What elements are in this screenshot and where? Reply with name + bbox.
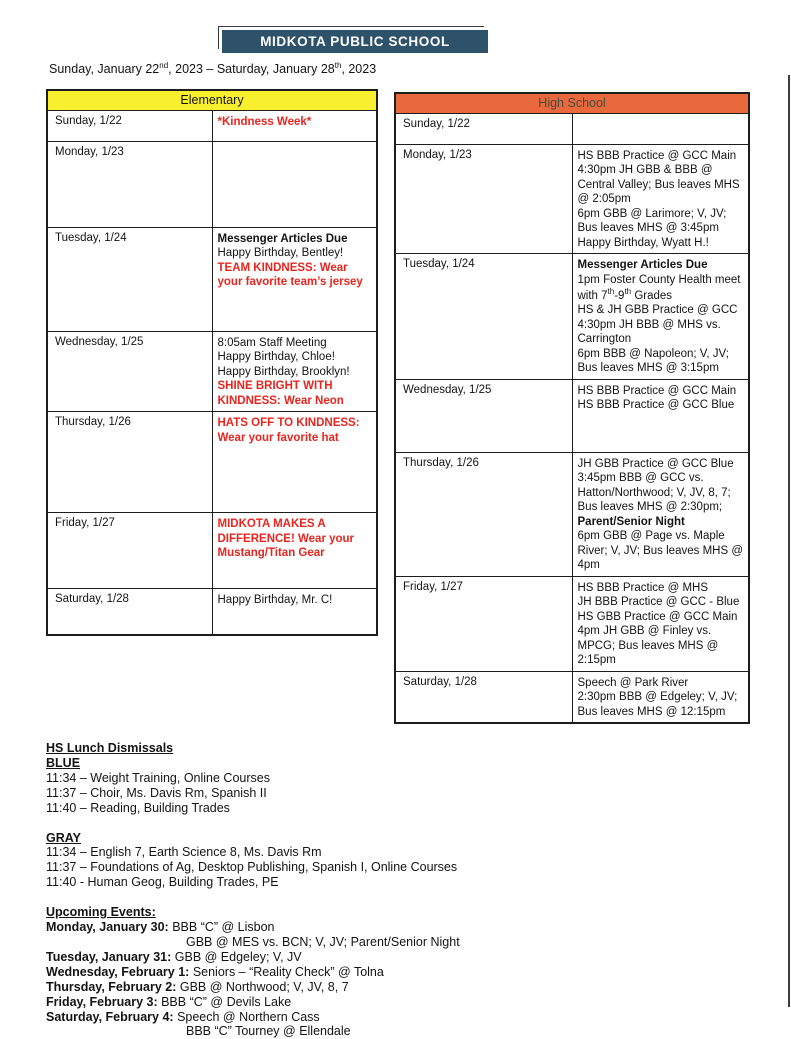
event-line [578, 347, 744, 376]
event-line [578, 398, 744, 412]
day-label: Friday, 1/27 [395, 576, 572, 671]
day-label: Tuesday, 1/24 [395, 254, 572, 380]
school-title: MIDKOTA PUBLIC SCHOOL [260, 34, 450, 49]
day-label: Monday, 1/23 [47, 141, 212, 227]
lunch-time-line: 11:37 – Choir, Ms. Davis Rm, Spanish II [46, 785, 267, 800]
upcoming-event-date: Tuesday, January 31: [46, 949, 175, 964]
event-text-segment: JH GBB Practice @ GCC Blue [577, 457, 734, 470]
upcoming-event-line [46, 1010, 751, 1025]
event-line [578, 690, 744, 719]
event-line [578, 457, 744, 471]
school-title-banner [222, 30, 488, 53]
event-line [578, 236, 744, 250]
schedule-row [47, 412, 377, 513]
elementary-table-title: Elementary [47, 90, 377, 110]
schedule-row [47, 589, 377, 635]
event-text-segment: 8:05am Staff Meeting [217, 336, 327, 349]
schedule-row [395, 452, 749, 576]
schedule-row [47, 331, 377, 411]
event-text-segment: Happy Birthday, Chloe! [217, 351, 335, 364]
schedule-row [395, 379, 749, 452]
bottom-section [46, 741, 751, 1039]
upcoming-event-line [46, 980, 751, 995]
schedule-row [395, 671, 749, 723]
events-cell [212, 589, 377, 635]
upcoming-event-line [46, 920, 751, 935]
day-label: Tuesday, 1/24 [47, 227, 212, 331]
event-text-segment: Messenger Articles Due [217, 232, 348, 245]
events-cell [572, 254, 749, 380]
event-text-segment: 2:30pm BBB @ Edgeley; V, JV; Bus leaves MHS @ 12:15pm [577, 691, 738, 718]
date-superscript: nd [159, 61, 169, 70]
date-range-part3: , 2023 [341, 62, 377, 77]
event-text-segment: TEAM KINDNESS: Wear your favorite team’s jersey [217, 261, 363, 289]
high-school-table [394, 92, 750, 724]
events-cell [212, 141, 377, 227]
events-cell [572, 671, 749, 723]
schedule-row [395, 144, 749, 253]
upcoming-event-text: GBB @ Northwood; V, JV, 8, 7 [179, 979, 349, 994]
event-line [218, 232, 372, 246]
lunch-group-name: GRAY [46, 830, 81, 845]
schedule-row [47, 141, 377, 227]
event-text-segment: HS GBB Practice @ GCC Main [577, 610, 738, 623]
events-cell [212, 227, 377, 331]
event-text-segment: Speech @ Park River [577, 676, 689, 689]
event-text-segment: 4:30pm JH BBB @ MHS vs. Carrington [577, 318, 721, 346]
schedule-row [47, 110, 377, 141]
day-label: Thursday, 1/26 [47, 412, 212, 513]
event-text-segment: HS BBB Practice @ GCC Main [577, 384, 737, 397]
upcoming-event-line [46, 965, 751, 980]
schedule-row [47, 227, 377, 331]
date-range-part2: , 2023 – Saturday, January 28 [168, 62, 335, 77]
event-line [218, 379, 372, 408]
upcoming-events-list [46, 920, 751, 1039]
lunch-time-line: 11:34 – Weight Training, Online Courses [46, 770, 270, 785]
event-text-segment: HS BBB Practice @ GCC Main [577, 149, 737, 162]
day-label: Monday, 1/23 [395, 144, 572, 253]
upcoming-event-date: Wednesday, February 1: [46, 964, 193, 979]
event-line [218, 416, 372, 445]
event-text-segment: 4:30pm JH GBB & BBB @ Central Valley; Bus leaves MHS @ 2:05pm [577, 164, 740, 206]
events-cell [212, 412, 377, 513]
event-line [218, 115, 372, 129]
date-range-part1: Sunday, January 22 [49, 62, 160, 77]
day-label: Saturday, 1/28 [395, 671, 572, 723]
event-line [578, 624, 744, 667]
event-line [578, 303, 744, 317]
event-text-segment: MIDKOTA MAKES A DIFFERENCE! Wear your Mustang/Titan Gear [217, 518, 355, 560]
high-school-table-title: High School [395, 93, 749, 113]
schedule-tables [46, 89, 751, 724]
event-line [578, 207, 744, 236]
event-line [218, 261, 372, 290]
event-text-segment: HS BBB Practice @ GCC Blue [577, 399, 735, 412]
upcoming-event-text: Seniors – “Reality Check” @ Tolna [192, 964, 384, 979]
upcoming-event-date: Thursday, February 2: [46, 979, 180, 994]
scan-edge-artifact [788, 75, 790, 1007]
event-line [218, 246, 372, 260]
event-text-segment: 1pm Foster County Health meet with 7 [577, 273, 741, 302]
event-text-segment: -9 [614, 289, 625, 302]
day-label: Friday, 1/27 [47, 513, 212, 589]
upcoming-event-line [46, 950, 751, 965]
upcoming-events-heading: Upcoming Events: [46, 905, 156, 920]
day-label: Wednesday, 1/25 [395, 379, 572, 452]
event-text-segment: Parent/Senior Night [577, 515, 685, 528]
lunch-group-blue [46, 756, 751, 816]
schedule-row [47, 513, 377, 589]
high-school-table-body [395, 113, 749, 723]
event-text-segment: JH BBB Practice @ GCC - Blue [577, 596, 740, 609]
lunch-time-line: 11:37 – Foundations of Ag, Desktop Publishing, Spanish I, Online Courses [46, 860, 458, 875]
schedule-row [395, 254, 749, 380]
upcoming-event-date: Monday, January 30: [46, 920, 173, 935]
events-cell [212, 110, 377, 141]
event-line [578, 610, 744, 624]
event-text-segment: HATS OFF TO KINDNESS: Wear your favorite hat [217, 417, 360, 444]
event-text-segment: HS & JH GBB Practice @ GCC [577, 304, 738, 317]
events-cell [572, 576, 749, 671]
event-text-segment: 6pm GBB @ Page vs. Maple River; V, JV; Bus leaves MHS @ 4pm [577, 530, 743, 572]
event-line [218, 517, 372, 560]
event-text-segment: th [624, 287, 632, 297]
upcoming-event-line [46, 935, 751, 950]
event-line [218, 336, 372, 350]
event-text-segment: Grades [631, 289, 673, 302]
upcoming-event-text: GBB @ MES vs. BCN; V, JV; Parent/Senior Night [186, 935, 460, 949]
day-label: Sunday, 1/22 [395, 113, 572, 144]
events-cell [212, 513, 377, 589]
event-text-segment: Happy Birthday, Mr. C! [217, 594, 333, 607]
date-superscript: th [334, 61, 342, 70]
lunch-groups [46, 756, 751, 890]
event-line [578, 471, 744, 529]
upcoming-event-text: GBB @ Edgeley; V, JV [174, 949, 302, 964]
event-text-segment: 6pm BBB @ Napoleon; V, JV; Bus leaves MHS @ 3:15pm [577, 347, 729, 375]
event-text-segment: Happy Birthday, Wyatt H.! [577, 236, 709, 249]
day-label: Saturday, 1/28 [47, 589, 212, 635]
event-line [578, 149, 744, 163]
schedule-row [395, 576, 749, 671]
upcoming-event-date: Friday, February 3: [46, 994, 162, 1009]
upcoming-event-line [46, 1024, 751, 1039]
events-cell [572, 144, 749, 253]
high-school-header-row [395, 93, 749, 113]
elementary-header-row [47, 90, 377, 110]
events-cell [212, 331, 377, 411]
event-line [578, 595, 744, 609]
event-line [218, 593, 372, 607]
events-cell [572, 452, 749, 576]
lunch-dismissals-heading: HS Lunch Dismissals [46, 741, 174, 756]
lunch-time-line: 11:34 – English 7, Earth Science 8, Ms. Davis Rm [46, 845, 322, 860]
event-text-segment: Happy Birthday, Brooklyn! [217, 365, 350, 378]
event-text-segment: HS BBB Practice @ MHS [577, 581, 709, 594]
events-cell [572, 113, 749, 144]
event-text-segment: th [607, 287, 615, 297]
upcoming-event-text: BBB “C” @ Devils Lake [161, 994, 292, 1009]
event-text-segment: 4pm JH GBB @ Finley vs. MPCG; Bus leaves MHS @ 2:15pm [577, 625, 719, 667]
event-text-segment: 6pm GBB @ Larimore; V, JV; Bus leaves MHS @ 3:45pm [577, 207, 727, 235]
event-line [578, 676, 744, 690]
schedule-row [395, 113, 749, 144]
elementary-table [46, 89, 378, 635]
day-label: Thursday, 1/26 [395, 452, 572, 576]
elementary-table-body [47, 110, 377, 634]
event-text-segment: 3:45pm BBB @ GCC vs. Hatton/Northwood; V, JV, 8, 7; Bus leaves MHS @ 2:30pm; [577, 472, 731, 514]
upcoming-event-line [46, 995, 751, 1010]
event-text-segment: SHINE BRIGHT WITH KINDNESS: Wear Neon [217, 380, 344, 407]
day-label: Wednesday, 1/25 [47, 331, 212, 411]
lunch-time-line: 11:40 - Human Geog, Building Trades, PE [46, 875, 279, 890]
upcoming-event-text: BBB “C” @ Lisbon [172, 920, 275, 935]
upcoming-event-text: BBB “C” Tourney @ Ellendale [186, 1024, 351, 1039]
event-line [578, 529, 744, 572]
event-text-segment: Happy Birthday, Bentley! [217, 247, 344, 260]
upcoming-event-text: Speech @ Northern Cass [177, 1009, 320, 1024]
day-label: Sunday, 1/22 [47, 110, 212, 141]
event-line [578, 163, 744, 206]
events-cell [572, 379, 749, 452]
event-line [578, 318, 744, 347]
week-date-range [46, 61, 751, 76]
event-line [218, 365, 372, 379]
event-text-segment: Messenger Articles Due [577, 259, 708, 272]
lunch-group-name: BLUE [46, 755, 81, 770]
event-line [578, 273, 744, 304]
upcoming-event-date: Saturday, February 4: [46, 1009, 178, 1024]
event-line [578, 384, 744, 398]
lunch-time-line: 11:40 – Reading, Building Trades [46, 800, 230, 815]
event-line [218, 350, 372, 364]
event-line [578, 581, 744, 595]
event-line [578, 258, 744, 272]
event-text-segment: *Kindness Week* [217, 115, 312, 128]
lunch-group-gray [46, 831, 751, 891]
